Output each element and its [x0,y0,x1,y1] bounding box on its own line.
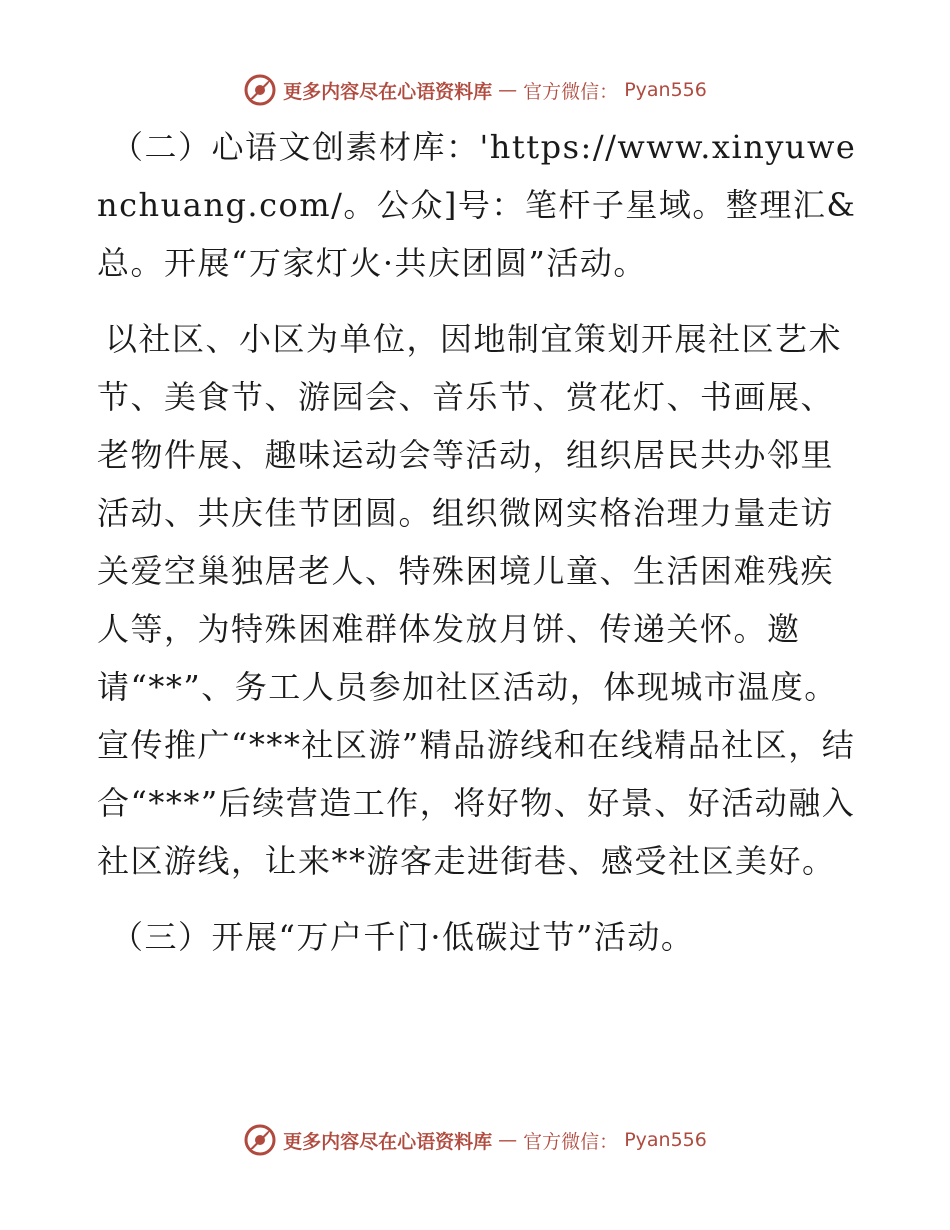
quill-logo-icon [243,1123,277,1157]
watermark-text: 更多内容尽在心语资料库 [283,80,493,103]
watermark-wechat-id: Pyan556 [624,79,707,101]
paragraph-section-two: （二）心语文创素材库：'https://www.xinyuwenchuang.com/。公众]号：笔杆子星域。整理汇&总。开展“万家灯火·共庆团圆”活动。 [97,128,857,282]
watermark-separator: — [498,79,518,101]
header-watermark [0,70,950,110]
watermark-wechat-label: 官方微信： [523,80,619,103]
footer-watermark [0,1120,950,1160]
watermark-wechat-id: Pyan556 [624,1129,707,1151]
paragraph-activities: 以社区、小区为单位，因地制宜策划开展社区艺术节、美食节、游园会、音乐节、赏花灯、书画展、老物件展、趣味运动会等活动，组织居民共办邻里活动、共庆佳节团圆。组织微网实格治理力量走访关爱空巢独居老人、特殊困境儿童、生活困难残疾人等，为特殊困难群体发放月饼、传递关怀。邀请“**”、务工人员参加社区活动，体现城市温度。宣传推广“***社区游”精品游线和在线精品社区，结合“***”后续营造工作，将好物、好景、好活动融入社区游线，让来**游客走进街巷、感受社区美好。 [97,320,856,880]
paragraph-section-three: （三）开展“万户千门·低碳过节”活动。 [111,918,695,956]
watermark-separator: — [498,1129,518,1151]
watermark-text: 更多内容尽在心语资料库 [283,1130,493,1153]
document-body [97,118,857,966]
watermark-wechat-label: 官方微信： [523,1130,619,1153]
quill-logo-icon [243,73,277,107]
